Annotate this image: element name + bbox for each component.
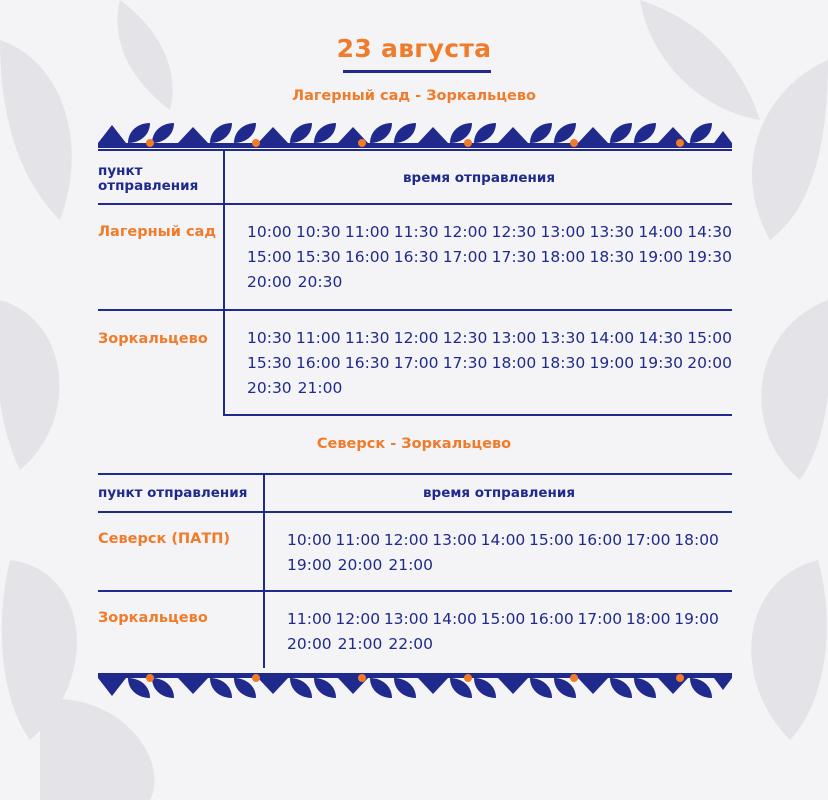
table1-header-stop: пункт отправления (98, 163, 199, 194)
table2-header-time: время отправления (422, 485, 575, 501)
ornament-border-bottom-icon (98, 668, 732, 700)
table1-header-line (98, 203, 732, 205)
time-line: 20:00 21:00 22:00 (287, 635, 434, 653)
table1-row2-times (247, 326, 732, 401)
time-line: 10:30 11:00 11:30 12:00 12:30 13:00 13:30 14:00 14:30 15:00 (247, 329, 732, 347)
time-line: 20:00 20:30 (247, 273, 343, 291)
time-line: 20:30 21:00 (247, 379, 343, 397)
table2-row2-times (287, 607, 719, 657)
table2-row2-stop: Зоркальцево (98, 610, 208, 626)
page-title: 23 августа (336, 34, 492, 63)
table2-header-stop: пункт отправления (98, 485, 248, 501)
time-line: 15:30 16:00 16:30 17:00 17:30 18:00 18:30 19:00 19:30 20:00 (247, 354, 732, 372)
time-line: 11:00 12:00 13:00 14:00 15:00 16:00 17:00 18:00 19:00 (287, 610, 719, 628)
table1-row1-stop: Лагерный сад (98, 224, 217, 240)
table1-row1-times (247, 220, 732, 295)
time-line: 19:00 20:00 21:00 (287, 556, 434, 574)
table1-row-line (98, 309, 732, 311)
table2-row-line (98, 590, 732, 592)
time-line: 15:00 15:30 16:00 16:30 17:00 17:30 18:00 18:30 19:00 19:30 (247, 248, 732, 266)
table1-bottom-line (223, 414, 732, 416)
time-line: 10:00 11:00 12:00 13:00 14:00 15:00 16:00 17:00 18:00 (287, 531, 719, 549)
title-underline (343, 70, 491, 73)
table2-row1-stop: Северск (ПАТП) (98, 531, 230, 547)
table1-header-time: время отправления (402, 170, 555, 186)
route-title-2: Северск - Зоркальцево (316, 436, 512, 452)
table1-row2-stop: Зоркальцево (98, 331, 208, 347)
table1-column-divider (223, 151, 225, 415)
time-line: 10:00 10:30 11:00 11:30 12:00 12:30 13:00 13:30 14:00 14:30 (247, 223, 732, 241)
table2-column-divider (263, 475, 265, 668)
table2-row1-times (287, 528, 719, 578)
route-title-1: Лагерный сад - Зоркальцево (292, 88, 536, 104)
table2-header-line (98, 511, 732, 513)
table1-top-line (98, 149, 732, 151)
table2-top-line (98, 473, 732, 475)
